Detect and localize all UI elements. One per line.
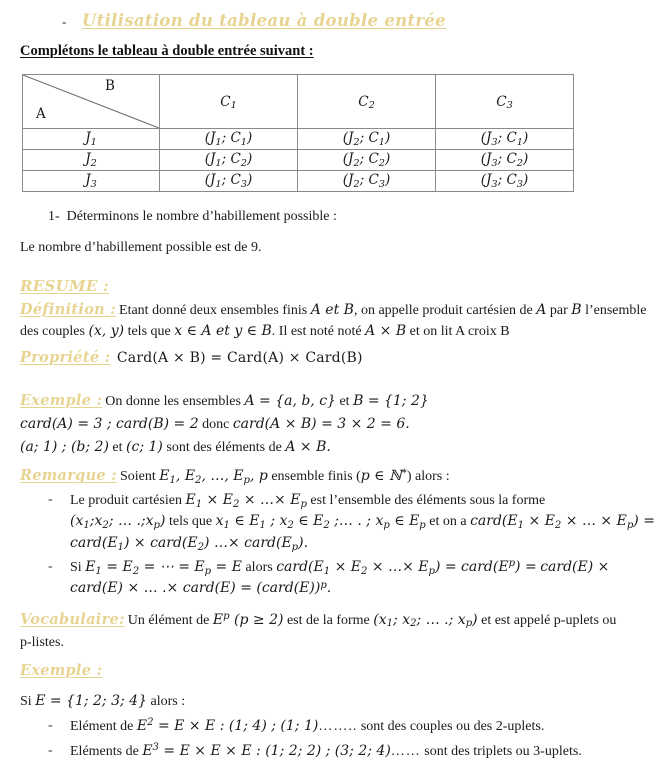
exemple1-et: et [108, 440, 127, 456]
list-item [44, 557, 660, 600]
cell-c: C [230, 130, 241, 146]
question-text: Déterminons le nombre d’habillement possible : [66, 209, 337, 224]
resume-heading-row [20, 277, 672, 296]
list-item [44, 490, 660, 554]
cell-j: J [486, 151, 492, 167]
col-header-sub: 3 [506, 100, 513, 112]
row-header-base: J [85, 151, 91, 167]
definition-text-e: par [546, 303, 572, 318]
exemple1-label: Exemple : [20, 392, 103, 410]
bullet2-card-eq: $card(E_1 \times E_2$ × …× $E_p$) = $card(E^p)$ = [276, 558, 537, 577]
ex2-b1-text-a: Elément de [70, 718, 137, 734]
double-entry-table-wrapper [22, 74, 672, 192]
bullet2-alors: alors [241, 560, 277, 575]
table-row [23, 150, 574, 171]
definition-set-b: B [571, 302, 582, 318]
cell-c-sub: 1 [240, 136, 247, 148]
bullet2-equalities: $E_1 = E_2$ = ⋯ = $E_p = E$ [85, 559, 242, 577]
subheading: Complétons le tableau à double entrée suivant : [20, 43, 314, 59]
corner-label-b: B [105, 78, 115, 94]
table-cell: ($J_1$; $C_1$) [160, 129, 298, 150]
ex2-b1-dots: …….. [318, 718, 358, 734]
col-header-base: C [496, 93, 507, 110]
table-cell: ($J_1$; $C_2$) [160, 150, 298, 171]
col-header-base: C [358, 93, 369, 110]
ex2-b2-formula: $E^3 = E \times E \times E$ : (1; 2; 2) ; (3; 2; 4) [142, 742, 391, 759]
exemple2-set-e: E = {1; 2; 3; 4} [35, 692, 147, 709]
question-number: 1- [48, 209, 60, 224]
cell-j: J [486, 172, 492, 188]
row-header-base: J [85, 130, 91, 146]
cell-j-sub: 1 [215, 136, 222, 148]
cell-j: J [348, 130, 354, 146]
definition-text-l2a: l’ensemble des couples [20, 303, 647, 340]
table-col-header-c1 [160, 75, 298, 129]
exemple1-text-a: On donne les ensembles [105, 394, 245, 410]
definition-set-a: A [536, 302, 547, 318]
bullet1-tels-que: tels que [165, 514, 216, 530]
table-row [23, 171, 574, 192]
cell-c: C [506, 151, 517, 167]
remarque-bullet-list [20, 490, 660, 599]
bullet1-line2 [70, 511, 660, 532]
col-header-base: C [220, 93, 231, 110]
list-item [44, 716, 660, 737]
exemple1-set-a: A = {a, b, c} [244, 393, 336, 410]
cell-j-sub: 3 [491, 157, 498, 169]
definition-couple-xy: (x, y) [88, 323, 125, 340]
cell-c-sub: 1 [378, 136, 385, 148]
bullet1-text-a: Le produit cartésien [70, 493, 186, 509]
table-cell: ($J_3$; $C_3$) [436, 171, 574, 192]
cell-j-sub: 2 [353, 157, 360, 169]
remarque-sets-list: $E_1$, $E_2$, …, $E_p$, p [159, 468, 268, 486]
cell-c-sub: 2 [516, 157, 523, 169]
exemple1-donc: donc [198, 417, 233, 433]
exemple1-text-c: et [335, 394, 354, 410]
definition-membership: x ∈ A et y ∈ B [174, 323, 272, 340]
table-cell: ($J_3$; $C_2$) [436, 150, 574, 171]
bullet1-card-expansion: $card(E_1)$ × $card(E_2)$ …× $card(E_p)$. [70, 534, 309, 553]
table-cell: ($J_3$; $C_1$) [436, 129, 574, 150]
cell-j: J [348, 172, 354, 188]
bullet2-card-expansion: card(E) × card(E) × … .× card(E) = (card(E))$^p$. [70, 559, 610, 597]
table-cell: ($J_2$; $C_1$) [298, 129, 436, 150]
remarque-intro-c: ensemble finis ( [267, 469, 361, 485]
exemple2-si-c: alors : [146, 693, 186, 709]
cell-c: C [368, 172, 379, 188]
exemple2-si-a: Si [20, 693, 36, 709]
cell-c: C [506, 130, 517, 146]
exemple1-text-d: sont des éléments de [162, 440, 286, 456]
cell-c-sub: 3 [240, 178, 247, 190]
corner-label-a: A [36, 106, 46, 122]
definition-block [20, 300, 660, 342]
ex2-b1-text-d: sont des couples ou des 2-uplets. [357, 718, 545, 734]
bullet1-tuple: ($x_1;x_2$; … $.;x_p$) [70, 513, 166, 532]
definition-sets-ab: A et B [310, 302, 354, 318]
exemple1-couple-c1: (c; 1) [126, 439, 163, 456]
exemple2-bullet-list [20, 716, 660, 763]
cell-j-sub: 1 [215, 157, 222, 169]
cell-c-sub: 2 [240, 157, 247, 169]
exemple1-line2 [20, 414, 660, 435]
propriete-block [20, 348, 660, 369]
cell-c: C [506, 172, 517, 188]
exemple2-label: Exemple : [20, 661, 103, 679]
cell-j-sub: 3 [491, 136, 498, 148]
bullet1-text-c: est l’ensemble des éléments sous la forme [306, 493, 546, 509]
remarque-p-in-n: p ∈ ℕ* [360, 467, 407, 485]
definition-text-l2e: . Il est noté noté [271, 324, 366, 340]
row-header-sub: 3 [90, 178, 97, 190]
row-header-base: J [85, 172, 91, 188]
table-corner-cell [23, 75, 160, 129]
table-cell: ($J_2$; $C_3$) [298, 171, 436, 192]
exemple1-set-b: B = {1; 2} [353, 393, 429, 410]
vocabulaire-ep: $E^p$ (p ≥ 2) [212, 611, 284, 628]
cell-j-sub: 1 [215, 178, 222, 190]
answer-text: Le nombre d’habillement possible est de 9. [20, 240, 262, 255]
definition-text-l2g: et on lit A croix B [406, 324, 510, 340]
table-cell: ($J_1$; $C_3$) [160, 171, 298, 192]
title-text: Utilisation du tableau à double entrée [82, 11, 446, 30]
definition-label: Définition : [20, 301, 117, 318]
cell-c: C [368, 151, 379, 167]
cell-j-sub: 2 [353, 136, 360, 148]
cell-c-sub: 1 [516, 136, 523, 148]
ex2-b2-text-d: sont des triplets ou 3-uplets. [420, 743, 582, 759]
row-header-j1 [23, 129, 160, 150]
propriete-formula: Card(A × B) = Card(A) × Card(B) [116, 350, 363, 367]
list-item [44, 741, 660, 762]
remarque-label: Remarque : [20, 467, 117, 485]
cell-c: C [230, 172, 241, 188]
cell-j-sub: 3 [491, 178, 498, 190]
col-header-sub: 2 [368, 100, 375, 112]
definition-text-l2c: tels que [124, 324, 175, 340]
exemple2-block [20, 661, 660, 682]
ex2-b2-text-a: Eléments de [70, 743, 143, 759]
exemple1-product: A × B. [285, 439, 331, 456]
col-header-sub: 1 [230, 100, 237, 112]
table-row [23, 129, 574, 150]
table-col-header-c3 [436, 75, 574, 129]
ex2-b2-dots: …… [390, 743, 421, 759]
vocabulaire-text-e: et est appelé p-uplets ou [477, 612, 617, 628]
exemple1-line3 [20, 437, 660, 458]
title-bullet-dash: - [62, 14, 67, 29]
vocabulaire-label: Vocabulaire: [20, 610, 125, 628]
exemple1-block [20, 391, 660, 458]
cell-c: C [230, 151, 241, 167]
vocabulaire-text-c: est de la forme [283, 612, 374, 628]
table-col-header-c2 [298, 75, 436, 129]
section-title [0, 0, 672, 30]
definition-product-notation: A × B [365, 323, 407, 340]
definition-text-c: , on appelle produit cartésien de [353, 303, 537, 318]
exemple1-cards: card(A) = 3 ; card(B) = 2 [20, 416, 199, 433]
vocabulaire-line2: p-listes. [20, 634, 64, 650]
cell-j: J [210, 172, 216, 188]
cell-c: C [368, 130, 379, 146]
cell-j-sub: 2 [353, 178, 360, 190]
bullet1-et-on-a: et on a [425, 514, 471, 530]
question-1 [48, 209, 672, 225]
remarque-intro-a: Soient [119, 469, 160, 485]
remarque-block [20, 466, 660, 600]
bullet1-line3 [70, 533, 660, 554]
cell-c-sub: 3 [516, 178, 523, 190]
row-header-j2 [23, 150, 160, 171]
exemple1-couples: (a; 1) ; (b; 2) [20, 439, 109, 456]
double-entry-table [22, 74, 574, 192]
table-cell: ($J_2$; $C_2$) [298, 150, 436, 171]
definition-text-a: Etant donné deux ensembles finis [119, 303, 311, 318]
row-header-j3 [23, 171, 160, 192]
cell-j: J [210, 151, 216, 167]
vocabulaire-tuple: ($x_1$; $x_2$; … .; $x_p$) [373, 611, 478, 630]
resume-heading: RESUME : [20, 277, 110, 295]
cell-c-sub: 3 [378, 178, 385, 190]
remarque-intro-e: ) alors : [406, 469, 450, 485]
bullet1-product: $E_1 \times E_2$ × …× $E_p$ [185, 492, 307, 510]
exemple1-card-product: card(A × B) = 3 × 2 = 6. [232, 416, 410, 433]
exemple2-si-line [20, 691, 660, 763]
bullet1-card-product: $card(E_1 \times E_2$ × … × $E_p$) = [470, 513, 655, 532]
row-header-sub: 2 [90, 157, 97, 169]
vocabulaire-text-a: Un élément de [127, 612, 213, 628]
ex2-b1-formula: $E^2 = E \times E$ : (1; 4) ; (1; 1) [136, 717, 319, 734]
cell-j: J [210, 130, 216, 146]
propriete-label: Propriété : [20, 349, 111, 367]
table-header-row [23, 75, 574, 129]
cell-j: J [486, 130, 492, 146]
cell-c-sub: 2 [378, 157, 385, 169]
row-header-sub: 1 [90, 136, 97, 148]
bullet2-si: Si [70, 560, 86, 575]
bullet1-memberships: $x_1$ ∈ $E_1$ ; $x_2$ ∈ $E_2$ ;… . ; $x_p$ ∈ $E_p$ [215, 513, 426, 532]
cell-j: J [348, 151, 354, 167]
vocabulaire-block [20, 610, 660, 653]
